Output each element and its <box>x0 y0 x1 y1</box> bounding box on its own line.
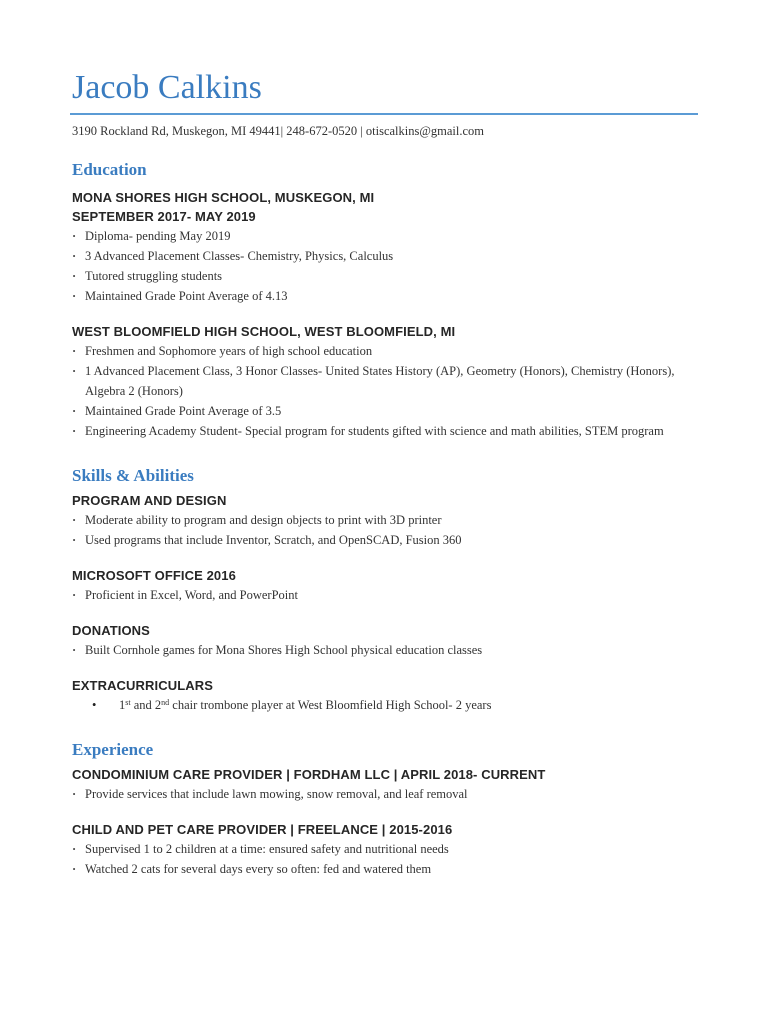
extra-text-rest: chair trombone player at West Bloomfield High School- 2 years <box>169 698 492 712</box>
list-item: · Diploma- pending May 2019 <box>72 226 692 246</box>
list-item: · Watched 2 cats for several days every so often: fed and watered them <box>72 859 692 879</box>
program-design-list <box>72 510 692 550</box>
job1-heading: CONDOMINIUM CARE PROVIDER | FORDHAM LLC | APRIL 2018- CURRENT <box>72 767 546 782</box>
list-item: · Engineering Academy Student- Special program for students gifted with science and math abilities, STEM program <box>72 421 692 441</box>
school1-dates: SEPTEMBER 2017- MAY 2019 <box>72 209 256 224</box>
program-design-heading: PROGRAM AND DESIGN <box>72 493 227 508</box>
school2-list <box>72 341 692 441</box>
contact-line: 3190 Rockland Rd, Muskegon, MI 49441| 248-672-0520 | otiscalkins@gmail.com <box>72 124 484 138</box>
list-item: · Freshmen and Sophomore years of high school education <box>72 341 692 361</box>
ordinal-suffix: nd <box>161 698 170 707</box>
list-item: · Supervised 1 to 2 children at a time: ensured safety and nutritional needs <box>72 839 692 859</box>
list-item: · Used programs that include Inventor, Scratch, and OpenSCAD, Fusion 360 <box>72 530 692 550</box>
resume-content <box>72 158 692 879</box>
list-item: · Moderate ability to program and design objects to print with 3D printer <box>72 510 692 530</box>
list-item: · 1 Advanced Placement Class, 3 Honor Classes- United States History (AP), Geometry (Honors), Chemistry (Honors), Algebra 2 (Honors) <box>72 361 692 401</box>
list-item: · 3 Advanced Placement Classes- Chemistry, Physics, Calculus <box>72 246 692 266</box>
list-item <box>72 695 692 715</box>
ms-office-list <box>72 585 692 605</box>
education-heading: Education <box>72 160 147 179</box>
ordinal-number: 1 <box>119 698 126 712</box>
ordinal-suffix: st <box>125 698 131 707</box>
header-divider <box>70 113 698 115</box>
extra-text-mid: and 2 <box>130 698 162 712</box>
donations-list <box>72 640 692 660</box>
list-item: · Maintained Grade Point Average of 3.5 <box>72 401 692 421</box>
candidate-name: Jacob Calkins <box>72 69 262 106</box>
list-item: · Tutored struggling students <box>72 266 692 286</box>
list-item: · Maintained Grade Point Average of 4.13 <box>72 286 692 306</box>
job2-list <box>72 839 692 879</box>
list-item: · Built Cornhole games for Mona Shores High School physical education classes <box>72 640 692 660</box>
ms-office-heading: MICROSOFT OFFICE 2016 <box>72 568 236 583</box>
skills-heading: Skills & Abilities <box>72 466 194 485</box>
extracurriculars-list <box>72 695 692 715</box>
school1-list <box>72 226 692 306</box>
school1-name: MONA SHORES HIGH SCHOOL, MUSKEGON, MI <box>72 190 375 205</box>
job1-list <box>72 784 692 804</box>
extracurriculars-heading: EXTRACURRICULARS <box>72 678 213 693</box>
school2-name: WEST BLOOMFIELD HIGH SCHOOL, WEST BLOOMFIELD, MI <box>72 324 456 339</box>
donations-heading: DONATIONS <box>72 623 150 638</box>
experience-heading: Experience <box>72 740 154 759</box>
list-item: · Proficient in Excel, Word, and PowerPoint <box>72 585 692 605</box>
job2-heading: CHILD AND PET CARE PROVIDER | FREELANCE | 2015-2016 <box>72 822 453 837</box>
list-item: · Provide services that include lawn mowing, snow removal, and leaf removal <box>72 784 692 804</box>
